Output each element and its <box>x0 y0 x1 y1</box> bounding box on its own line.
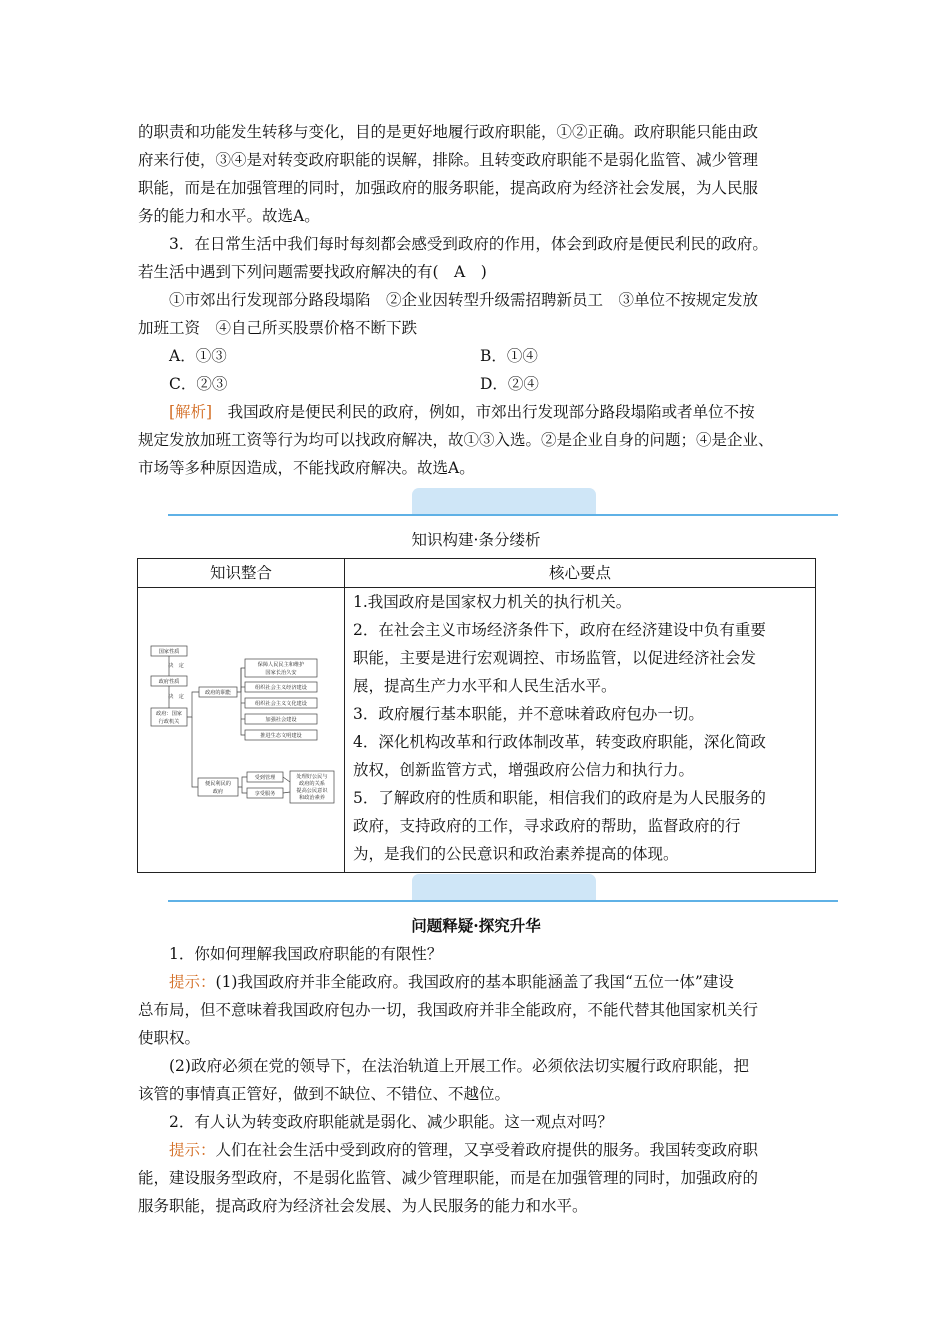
diagram-node: 加强社会建设 <box>265 717 297 723</box>
analysis-text: 规定发放加班工资等行为均可以找政府解决，故①③入选。②是企业自身的问题；④是企业、 <box>138 431 774 449</box>
section-tab-decoration <box>412 488 596 514</box>
question-1: 1．你如何理解我国政府职能的有限性？ <box>169 945 443 963</box>
key-point: 1.我国政府是国家权力机关的执行机关。 <box>353 593 632 611</box>
knowledge-diagram <box>138 588 345 868</box>
key-point: 为，是我们的公民意识和政治素养提高的体现。 <box>353 845 679 863</box>
key-point: 职能，主要是进行宏观调控、市场监管，以促进经济社会发 <box>353 649 757 667</box>
text-line: 府来行使，③④是对转变政府职能的误解，排除。且转变政府职能不是弱化监管、减少管理 <box>138 151 759 169</box>
diagram-node: 政府 <box>212 789 224 795</box>
diagram-node: 政府：国家 <box>156 711 182 717</box>
diagram-node: 保障人民民主和维护 <box>257 662 305 668</box>
diagram-node: 组织社会主义文化建设 <box>255 701 307 707</box>
question-2: 2．有人认为转变政府职能就是弱化、减少职能。这一观点对吗？ <box>169 1113 613 1131</box>
diagram-node: 享受服务 <box>254 791 276 797</box>
knowledge-diagram-cell <box>138 588 345 873</box>
diagram-node: 处理好公民与 <box>296 774 328 780</box>
diagram-node: 组织社会主义经济建设 <box>255 685 307 691</box>
hint-tag: 提示： <box>169 1141 216 1159</box>
analysis-text: 我国政府是便民利民的政府，例如，市郊出行发现部分路段塌陷或者单位不按 <box>212 403 755 421</box>
diagram-node: 政府性质 <box>158 679 180 685</box>
question-items: 加班工资 ④自己所买股票价格不断下跌 <box>138 319 418 337</box>
top-paragraph <box>138 118 814 230</box>
text-line: 职能，而是在加强管理的同时，加强政府的服务职能，提高政府为经济社会发展，为人民服 <box>138 179 759 197</box>
key-point: 5．了解政府的性质和职能，相信我们的政府是为人民服务的 <box>353 789 766 807</box>
option-c: C．②③ <box>169 375 228 393</box>
text-line: 的职责和功能发生转移与变化，目的是更好地履行政府职能，①②正确。政府职能只能由政 <box>138 123 759 141</box>
option-d: D．②④ <box>480 375 539 393</box>
answer-text: 服务职能，提高政府为经济社会发展、为人民服务的能力和水平。 <box>138 1197 588 1215</box>
diagram-node: 政府的关系 <box>299 781 325 787</box>
col-header-integration: 知识整合 <box>138 559 345 588</box>
diagram-node: 推进生态文明建设 <box>260 733 302 739</box>
question-items: ①市郊出行发现部分路段塌陷 ②企业因转型升级需招聘新员工 ③单位不按规定发放 <box>169 291 759 309</box>
analysis-tag: [解析] <box>169 403 213 421</box>
answer-text: 该管的事情真正管好，做到不缺位、不错位、不越位。 <box>138 1085 511 1103</box>
diagram-node: 政府的职能 <box>205 690 231 696</box>
option-b: B．①④ <box>480 347 538 365</box>
section-divider <box>168 514 838 516</box>
key-point: 3．政府履行基本职能，并不意味着政府包办一切。 <box>353 705 704 723</box>
section-tab-decoration <box>412 874 596 900</box>
question-3 <box>138 230 814 342</box>
section-title: 知识构建·条分缕析 <box>411 531 541 549</box>
analysis <box>138 398 814 482</box>
answer-text: (2)政府必须在党的领导下，在法治轨道上开展工作。必须依法切实履行政府职能，把 <box>169 1057 749 1075</box>
key-point: 4．深化机构改革和行政体制改革，转变政府职能，深化简政 <box>353 733 766 751</box>
answer-text: (1)我国政府并非全能政府。我国政府的基本职能涵盖了我国“五位一体”建设 <box>215 973 734 991</box>
knowledge-table <box>137 558 816 873</box>
section-divider <box>168 900 838 902</box>
hint-tag: 提示： <box>169 973 216 991</box>
diagram-node: 行政机关 <box>158 719 180 725</box>
answer-text: 能，建设服务型政府，不是弱化监管、减少管理职能，而是在加强管理的同时，加强政府的 <box>138 1169 759 1187</box>
diagram-node: 国家长治久安 <box>265 670 297 676</box>
answer-text: 使职权。 <box>138 1029 201 1047</box>
diagram-node: 国家性质 <box>158 649 180 655</box>
option-a: A．①③ <box>169 347 227 365</box>
question-stem: 3．在日常生活中我们每时每刻都会感受到政府的作用，体会到政府是便民利民的政府。 <box>169 235 768 253</box>
diagram-node: 和政治素养 <box>299 795 325 801</box>
diagram-node: 便民利民的 <box>205 781 231 787</box>
answer-text: 总布局，但不意味着我国政府包办一切，我国政府并非全能政府，不能代替其他国家机关行 <box>138 1001 759 1019</box>
diagram-node: 决 定 <box>168 694 184 700</box>
key-point: 政府，支持政府的工作，寻求政府的帮助，监督政府的行 <box>353 817 741 835</box>
col-header-key-points: 核心要点 <box>345 559 816 588</box>
diagram-node: 决 定 <box>168 663 184 669</box>
key-point: 2．在社会主义市场经济条件下，政府在经济建设中负有重要 <box>353 621 766 639</box>
qa-section <box>138 940 814 1220</box>
question-stem: 若生活中遇到下列问题需要找政府解决的有( A ) <box>138 263 487 281</box>
key-point: 展，提高生产力水平和人民生活水平。 <box>353 677 617 695</box>
diagram-node: 提高公民意识 <box>296 788 328 794</box>
key-points-cell <box>345 588 816 873</box>
diagram-node: 受到管理 <box>254 775 276 781</box>
analysis-text: 市场等多种原因造成，不能找政府解决。故选A。 <box>138 459 475 477</box>
text-line: 务的能力和水平。故选A。 <box>138 207 320 225</box>
key-point: 放权，创新监管方式，增强政府公信力和执行力。 <box>353 761 695 779</box>
answer-text: 人们在社会生活中受到政府的管理，又享受着政府提供的服务。我国转变政府职 <box>215 1141 759 1159</box>
section-title: 问题释疑·探究升华 <box>411 916 541 935</box>
